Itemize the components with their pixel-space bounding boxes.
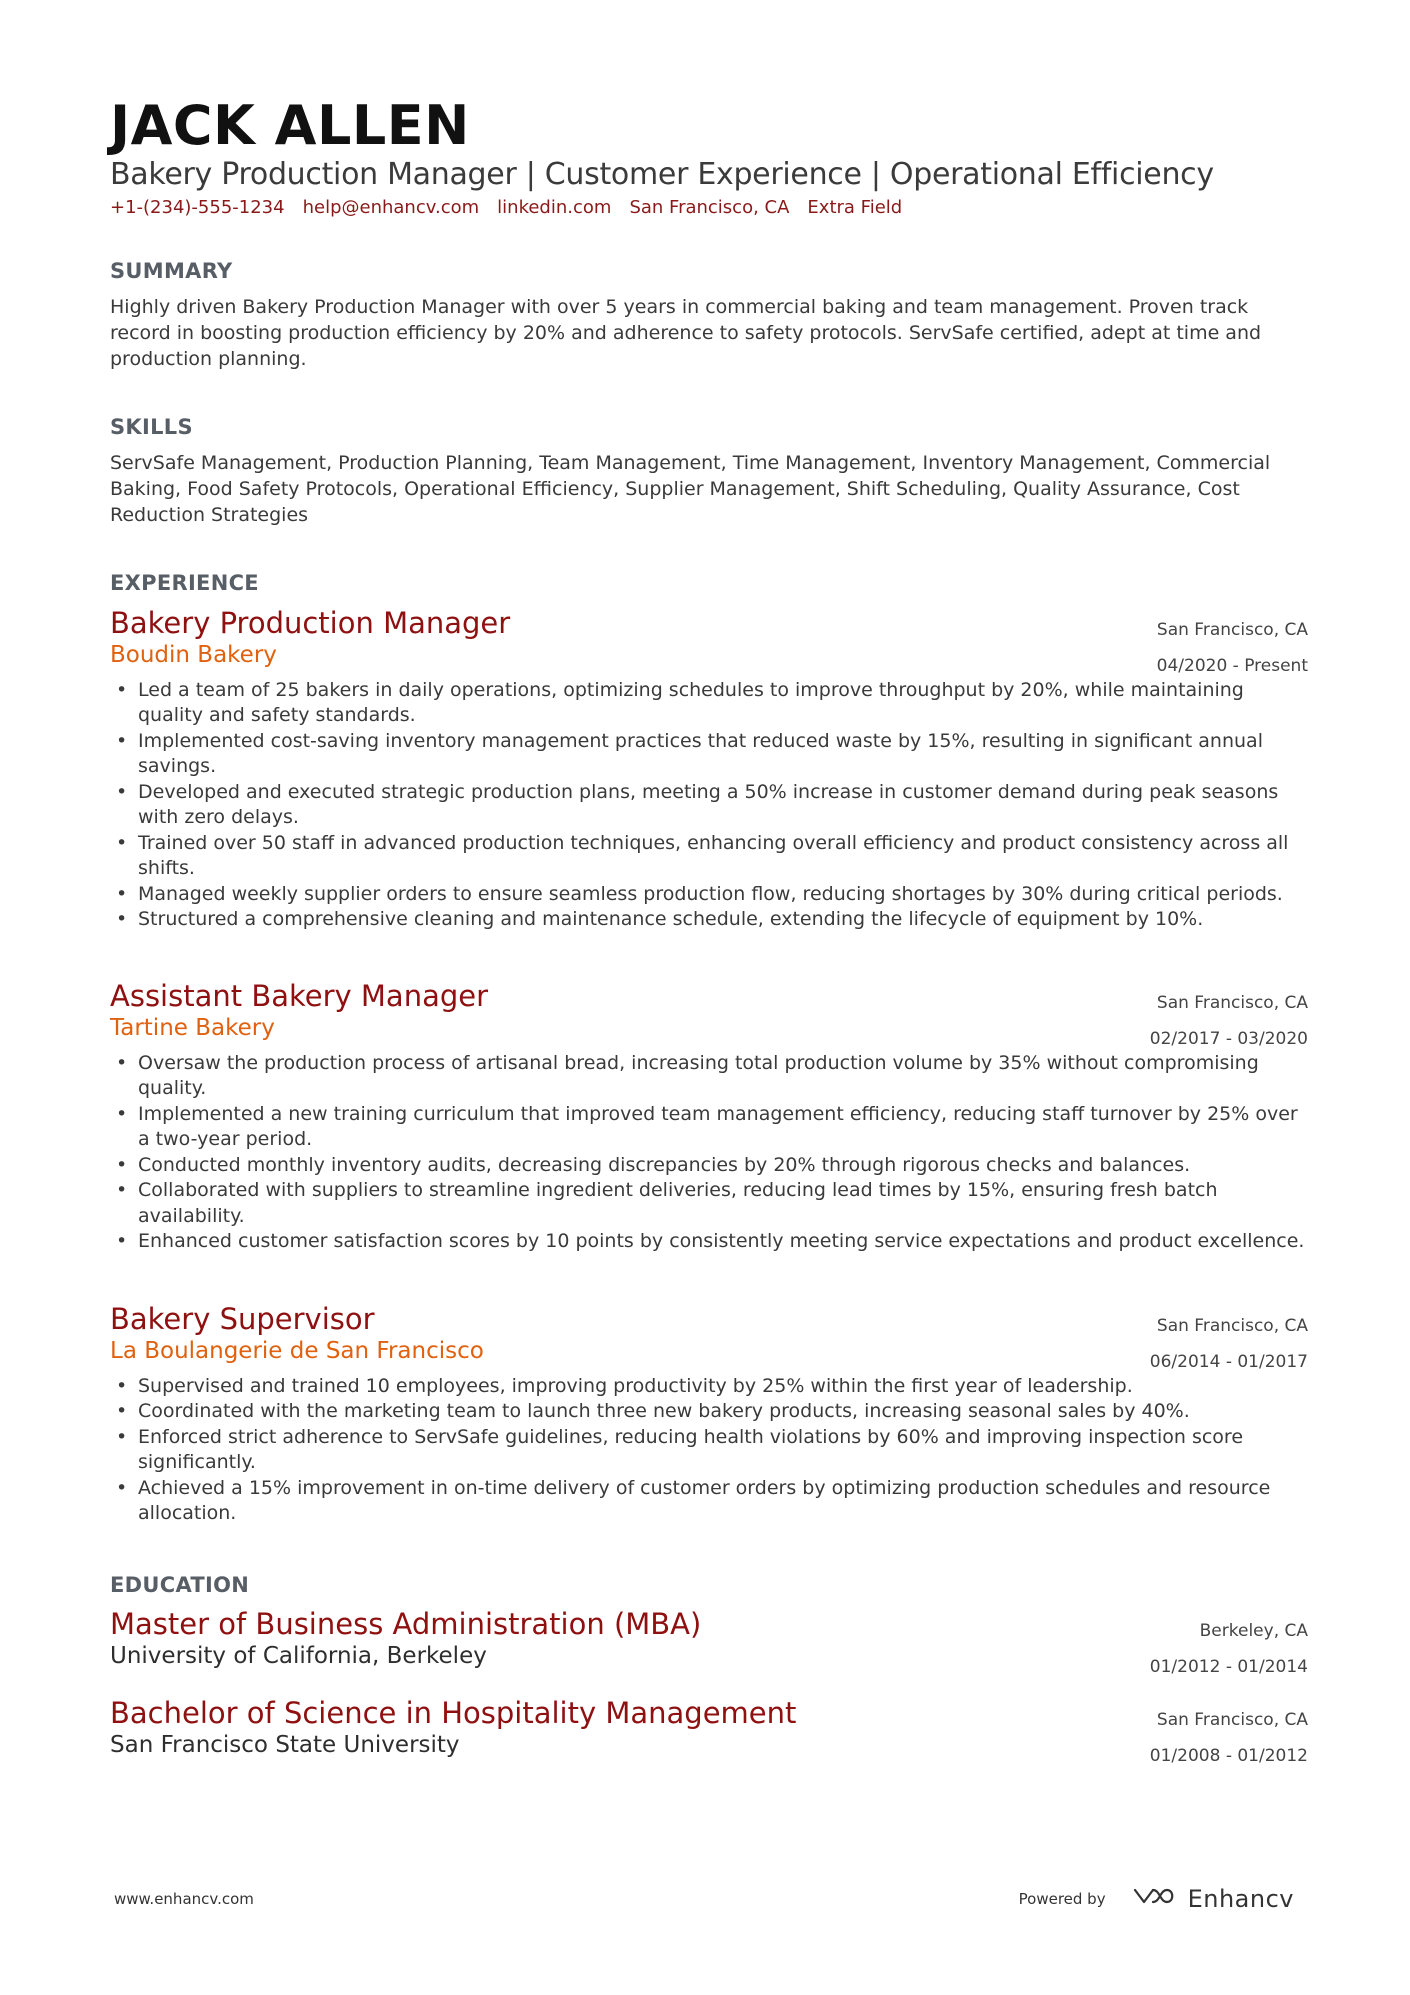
experience-title: EXPERIENCE [110,571,259,595]
job-bullet: • Structured a comprehensive cleaning and maintenance schedule, extending the lifecycle of equipment by 10%. [110,907,1308,933]
enhancv-logo[interactable] [1132,1884,1294,1914]
job-bullet: • Developed and executed strategic production plans, meeting a 50% increase in customer demand during peak seasons with zero delays. [110,780,1308,831]
education-entry [110,1607,1308,1677]
job-bullet: • Implemented a new training curriculum that improved team management efficiency, reducing staff turnover by 25% over a two-year period. [110,1102,1308,1153]
skills-text: ServSafe Management, Production Planning, Team Management, Time Management, Inventory Management, Commercial Baking, Food Safety Protocols, Operational Efficiency, Supplier Management, Shift Scheduling, Quality Assurance, Cost Reduction Strategies [110,452,1271,527]
candidate-name: JACK ALLEN [110,94,470,157]
job-bullet: • Led a team of 25 bakers in daily operations, optimizing schedules to improve throughput by 20%, while maintaining quality and safety standards. [110,678,1308,729]
contact-list [110,197,1308,218]
job-title: Bakery Production Manager [110,606,511,640]
resume-header [110,96,1308,218]
education-dates: 01/2012 - 01/2014 [1149,1657,1308,1677]
job-bullet: • Implemented cost-saving inventory management practices that reduced waste by 15%, resulting in significant annual savings. [110,729,1308,780]
job-dates: 04/2020 - Present [1156,656,1308,676]
job-bullet: • Enforced strict adherence to ServSafe guidelines, reducing health violations by 60% and improving inspection score significantly. [110,1425,1308,1476]
degree-title: Bachelor of Science in Hospitality Management [110,1696,797,1730]
company-name: La Boulangerie de San Francisco [110,1337,484,1364]
job-bullets [110,678,1308,933]
job-title: Assistant Bakery Manager [110,979,489,1013]
summary-text: Highly driven Bakery Production Manager with over 5 years in commercial baking and team management. Proven track record in boosting production efficiency by 20% and adherence to safety protocols. ServSafe certified, adept at time and production planning. [110,296,1262,371]
job-location: San Francisco, CA [1156,1316,1308,1336]
job-bullet: • Enhanced customer satisfaction scores by 10 points by consistently meeting service expectations and product excellence. [110,1229,1308,1255]
education-meta [1150,1702,1308,1774]
contact-email[interactable]: help@enhancv.com [302,197,480,219]
skills-section [110,415,1308,528]
contact-linkedin[interactable]: linkedin.com [497,197,612,219]
contact-location: San Francisco, CA [629,197,790,219]
summary-section [110,259,1308,372]
contact-extra-field: Extra Field [807,197,903,219]
education-location: San Francisco, CA [1156,1710,1308,1730]
experience-section [110,571,1308,596]
job-meta [1150,985,1308,1057]
job-location: San Francisco, CA [1156,993,1308,1013]
job-location: San Francisco, CA [1156,620,1308,640]
experience-entry [110,606,1308,933]
education-section [110,1573,1308,1598]
job-bullet: • Collaborated with suppliers to streamline ingredient deliveries, reducing lead times by 15%, ensuring fresh batch availability. [110,1178,1308,1229]
education-entry [110,1696,1308,1766]
summary-title: SUMMARY [110,259,233,283]
job-bullet: • Supervised and trained 10 employees, improving productivity by 25% within the first year of leadership. [110,1374,1308,1400]
contact-phone[interactable]: +1-(234)-555-1234 [110,197,285,219]
footer-website[interactable]: www.enhancv.com [114,1890,254,1908]
enhancv-logo-icon [1132,1884,1178,1914]
job-bullets [110,1374,1308,1527]
job-meta [1150,1308,1308,1380]
job-bullet: • Coordinated with the marketing team to launch three new bakery products, increasing seasonal sales by 40%. [110,1399,1308,1425]
job-bullet: • Trained over 50 staff in advanced production techniques, enhancing overall efficiency and product consistency across all shifts. [110,831,1308,882]
job-bullet: • Achieved a 15% improvement in on-time delivery of customer orders by optimizing production schedules and resource allocation. [110,1476,1308,1527]
job-bullets [110,1051,1308,1255]
experience-entry [110,1302,1308,1527]
education-dates: 01/2008 - 01/2012 [1149,1746,1308,1766]
skills-title: SKILLS [110,415,193,439]
job-dates: 06/2014 - 01/2017 [1149,1352,1308,1372]
education-meta [1150,1613,1308,1685]
enhancv-brand-name: Enhancv [1187,1885,1294,1913]
job-bullet: • Managed weekly supplier orders to ensure seamless production flow, reducing shortages by 30% during critical periods. [110,882,1308,908]
education-title: EDUCATION [110,1573,250,1597]
job-bullet: • Conducted monthly inventory audits, decreasing discrepancies by 20% through rigorous checks and balances. [110,1153,1308,1179]
powered-by-label: Powered by [1018,1890,1106,1908]
job-dates: 02/2017 - 03/2020 [1149,1029,1308,1049]
footer-branding [1019,1884,1294,1914]
school-name: San Francisco State University [110,1731,460,1758]
degree-title: Master of Business Administration (MBA) [110,1607,702,1641]
school-name: University of California, Berkeley [110,1642,487,1669]
education-location: Berkeley, CA [1199,1621,1308,1641]
candidate-headline: Bakery Production Manager | Customer Experience | Operational Efficiency [110,157,1214,193]
job-title: Bakery Supervisor [110,1302,375,1336]
experience-entry [110,979,1308,1255]
company-name: Boudin Bakery [110,641,277,668]
job-bullet: • Oversaw the production process of artisanal bread, increasing total production volume by 35% without compromising quality. [110,1051,1308,1102]
resume-page [110,94,1308,1766]
job-meta [1157,612,1308,684]
company-name: Tartine Bakery [110,1014,275,1041]
